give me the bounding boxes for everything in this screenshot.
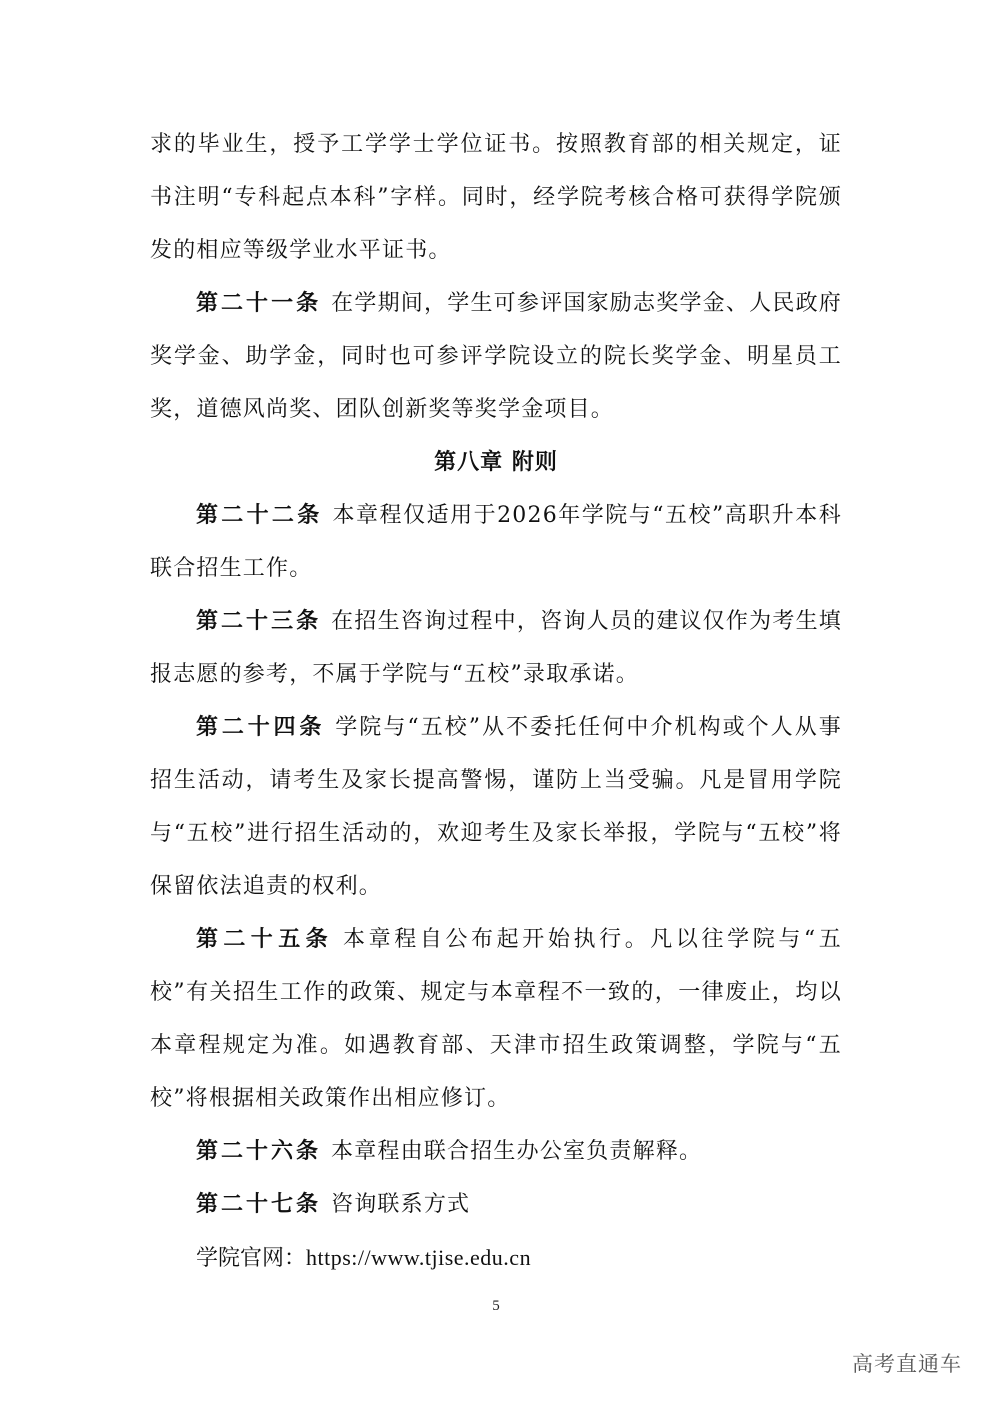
article-heading: 第二十一条: [196, 291, 322, 316]
article-22: [150, 489, 842, 595]
article-heading: 第二十七条: [196, 1192, 322, 1217]
contact-label: 学院官网：: [196, 1246, 307, 1271]
paragraph-text: 求的毕业生，授予工学学士学位证书。按照教育部的相关规定，证书注明“专科起点本科”字样。同时，经学院考核合格可获得学院颁发的相应等级学业水平证书。: [150, 132, 842, 263]
article-text: 咨询联系方式: [331, 1192, 471, 1217]
chapter-title: 第八章 附则: [434, 450, 558, 475]
article-text: 本章程自公布起开始执行。凡以往学院与“五校”有关招生工作的政策、规定与本章程不一致的，一律废止，均以本章程规定为准。如遇教育部、天津市招生政策调整，学院与“五校”将根据相关政策作出相应修订。: [150, 927, 842, 1111]
article-text: 学院与“五校”从不委托任何中介机构或个人从事招生活动，请考生及家长提高警惕，谨防上当受骗。凡是冒用学院与“五校”进行招生活动的，欢迎考生及家长举报，学院与“五校”将保留依法追责的权利。: [150, 715, 842, 899]
article-heading: 第二十二条: [196, 503, 323, 528]
watermark: 高考直通车: [852, 1352, 962, 1376]
article-text: 本章程由联合招生办公室负责解释。: [331, 1139, 703, 1164]
article-heading: 第二十六条: [196, 1139, 322, 1164]
article-24: [150, 701, 842, 913]
article-heading: 第二十四条: [196, 715, 326, 740]
website-link[interactable]: https://www.tjise.edu.cn: [306, 1245, 532, 1270]
article-25: [150, 913, 842, 1125]
contact-line: [150, 1231, 842, 1285]
article-27: [150, 1178, 842, 1231]
article-26: [150, 1125, 842, 1178]
document-body: [150, 118, 842, 1285]
paragraph-continuation: [150, 118, 842, 277]
article-23: [150, 595, 842, 701]
article-21: [150, 277, 842, 436]
article-text: 本章程仅适用于2026年学院与“五校”高职升本科联合招生工作。: [150, 503, 842, 581]
article-heading: 第二十五条: [196, 927, 334, 952]
article-heading: 第二十三条: [196, 609, 322, 634]
article-text: 在招生咨询过程中，咨询人员的建议仅作为考生填报志愿的参考，不属于学院与“五校”录取承诺。: [150, 609, 842, 687]
article-text: 在学期间，学生可参评国家励志奖学金、人民政府奖学金、助学金，同时也可参评学院设立的院长奖学金、明星员工奖，道德风尚奖、团队创新奖等奖学金项目。: [150, 291, 842, 422]
page-number: 5: [492, 1298, 500, 1314]
